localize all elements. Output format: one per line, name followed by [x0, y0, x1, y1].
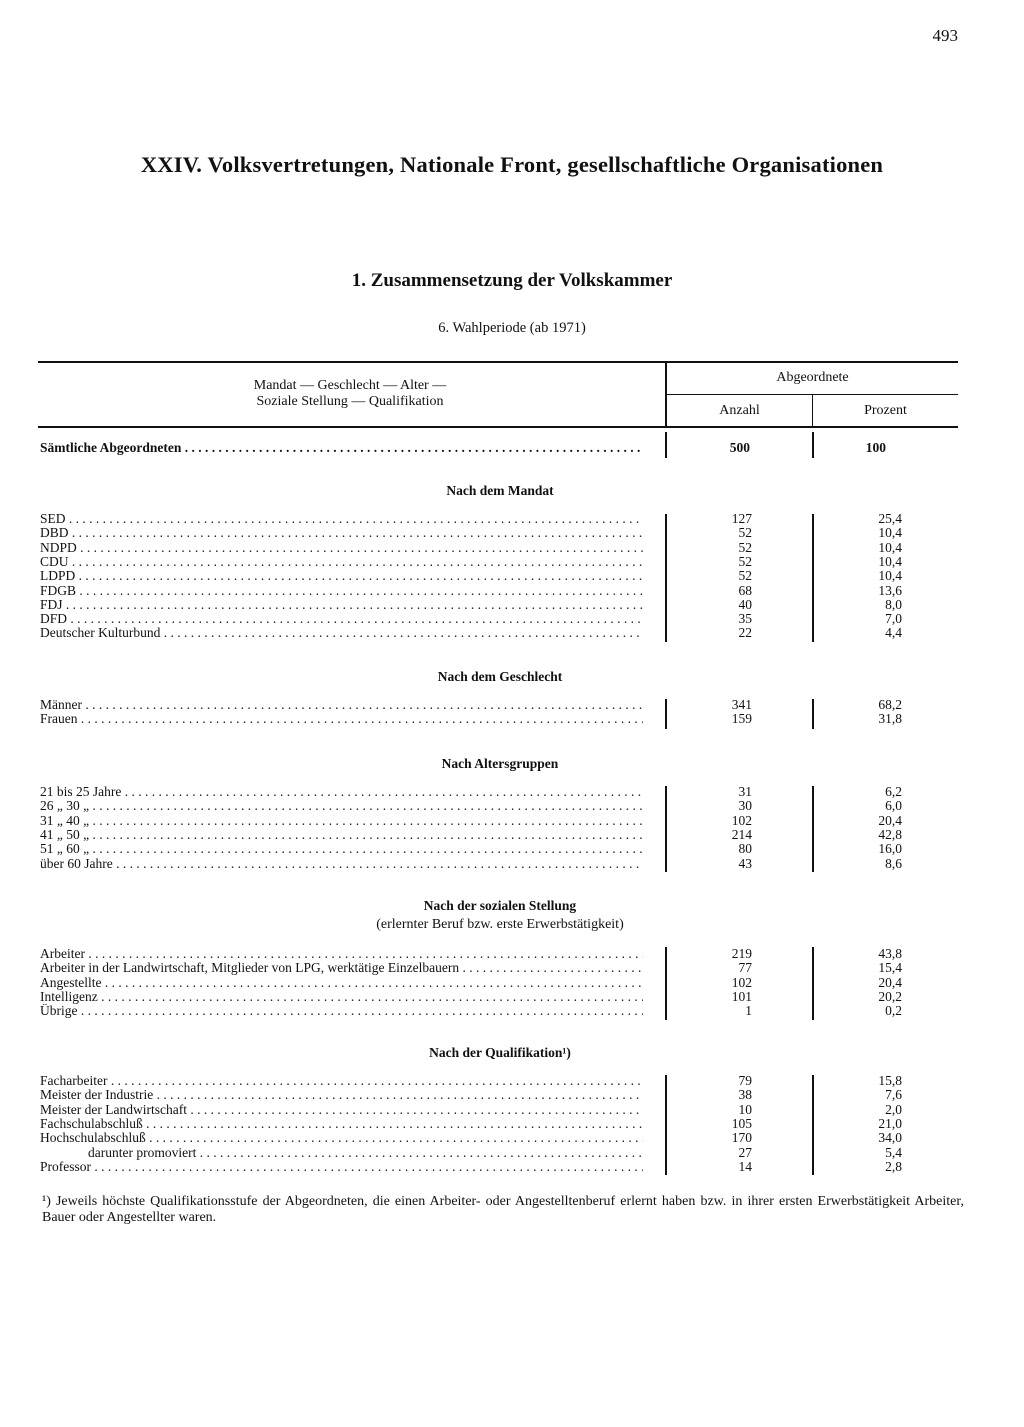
row-anzahl: 52	[738, 553, 752, 569]
row-prozent: 5,4	[885, 1144, 902, 1160]
row-label: NDPD . . .	[40, 541, 643, 555]
group-title-qualifikation: Nach der Qualifikation¹)	[429, 1045, 571, 1060]
table-row	[0, 626, 1024, 640]
table-row	[0, 541, 1024, 555]
col-header-anzahl: Anzahl	[719, 403, 760, 418]
row-label: 41 „ 50 „ . . .	[40, 828, 643, 842]
row-label: DFD . . .	[40, 612, 643, 626]
table-row	[0, 1103, 1024, 1117]
row-prozent: 6,2	[885, 784, 902, 799]
table-row	[0, 555, 1024, 569]
group-title-altersgruppen: Nach Altersgruppen	[441, 756, 559, 771]
row-label: 51 „ 60 „ . . .	[40, 842, 643, 856]
row-anzahl: 30	[738, 798, 752, 814]
row-prozent: 20,4	[878, 812, 902, 828]
row-prozent: 20,2	[878, 988, 902, 1004]
row-label: SED . . .	[40, 512, 643, 526]
row-prozent: 20,4	[878, 974, 902, 990]
row-anzahl: 40	[738, 596, 752, 612]
stub-header-line-2: Soziale Stellung — Qualifikation	[256, 394, 444, 409]
table-row	[0, 799, 1024, 813]
row-label: DBD . . .	[40, 526, 643, 540]
row-prozent: 31,8	[878, 711, 902, 727]
footnote: ¹) Jeweils höchste Qualifikationsstufe der Abgeordneten, die einen Arbeiter- oder Angestelltenberuf erlernt haben bzw. in ihrer ersten Erwerbstätigkeit Arbeiter, Bauer oder Angestellter waren.	[42, 1194, 964, 1225]
row-label: Übrige . . .	[40, 1004, 643, 1018]
row-label: Männer . . .	[40, 698, 643, 712]
row-label: über 60 Jahre . . .	[40, 857, 643, 871]
row-prozent: 0,2	[885, 1003, 902, 1019]
row-label: 26 „ 30 „ . . .	[40, 799, 643, 813]
group-subtitle-soziale-stellung: (erlernter Beruf bzw. erste Erwerbstätigkeit)	[376, 917, 624, 932]
row-anzahl: 10	[738, 1101, 752, 1117]
row-label: Meister der Landwirtschaft . . .	[40, 1103, 643, 1117]
table-top-rule	[38, 361, 958, 363]
row-prozent: 15,4	[878, 960, 902, 976]
row-label: FDGB . . .	[40, 584, 643, 598]
row-prozent: 34,0	[878, 1130, 902, 1146]
row-prozent: 21,0	[878, 1115, 902, 1131]
row-label: Deutscher Kulturbund . . .	[40, 626, 643, 640]
row-anzahl: 219	[731, 946, 752, 961]
chapter-title: XXIV. Volksvertretungen, Nationale Front, gesellschaftliche Organisationen	[140, 152, 884, 177]
row-anzahl: 1	[745, 1003, 752, 1019]
row-anzahl: 52	[738, 525, 752, 541]
table-row	[0, 842, 1024, 856]
table-row	[0, 961, 1024, 975]
row-anzahl: 43	[738, 855, 752, 871]
row-anzahl: 79	[738, 1073, 752, 1088]
row-label: Meister der Industrie . . .	[40, 1088, 643, 1102]
row-label: Frauen . . .	[40, 712, 643, 726]
row-label: Arbeiter in der Landwirtschaft, Mitglieder von LPG, werktätige Einzelbauern . . .	[40, 961, 643, 975]
row-anzahl: 105	[731, 1115, 752, 1131]
row-anzahl: 80	[738, 841, 752, 857]
table-row	[0, 1074, 1024, 1088]
row-label: CDU . . .	[40, 555, 643, 569]
row-label: Angestellte . . .	[40, 976, 643, 990]
row-anzahl: 101	[731, 988, 752, 1004]
table-row	[0, 976, 1024, 990]
table-row	[0, 712, 1024, 726]
row-anzahl: 27	[738, 1144, 752, 1160]
col-header-prozent: Prozent	[864, 403, 907, 418]
row-prozent: 43,8	[878, 946, 902, 961]
row-prozent: 15,8	[878, 1073, 902, 1088]
stub-header-line-1: Mandat — Geschlecht — Alter —	[253, 378, 447, 393]
row-anzahl: 52	[738, 568, 752, 584]
table-row	[0, 612, 1024, 626]
row-prozent: 10,4	[878, 553, 902, 569]
table-row	[0, 598, 1024, 612]
row-label: 31 „ 40 „ . . .	[40, 814, 643, 828]
row-prozent: 100	[865, 440, 886, 455]
row-anzahl: 102	[731, 812, 752, 828]
row-label: Sämtliche Abgeordneten . . .	[40, 441, 643, 455]
row-prozent: 16,0	[878, 841, 902, 857]
table-row	[0, 947, 1024, 961]
row-label: Fachschulabschluß . . .	[40, 1117, 643, 1131]
group-title-soziale-stellung: Nach der sozialen Stellung	[423, 898, 577, 913]
group-header: Abgeordnete	[776, 370, 849, 385]
row-prozent: 10,4	[878, 525, 902, 541]
row-label: Arbeiter . . .	[40, 947, 643, 961]
table-row	[0, 990, 1024, 1004]
table-row	[0, 526, 1024, 540]
table-row	[0, 1117, 1024, 1131]
row-anzahl: 214	[731, 826, 752, 842]
row-prozent: 4,4	[885, 625, 902, 641]
row-prozent: 68,2	[878, 697, 902, 712]
row-prozent: 8,0	[885, 596, 902, 612]
election-period: 6. Wahlperiode (ab 1971)	[438, 320, 586, 336]
stub-header	[180, 378, 520, 410]
section-title: 1. Zusammensetzung der Volkskammer	[351, 270, 673, 291]
row-prozent: 7,6	[885, 1087, 902, 1103]
row-anzahl: 102	[731, 974, 752, 990]
row-anzahl: 159	[731, 711, 752, 727]
row-anzahl: 35	[738, 611, 752, 627]
row-prozent: 7,0	[885, 611, 902, 627]
table-row	[0, 1004, 1024, 1018]
row-anzahl: 31	[738, 784, 752, 799]
row-prozent: 6,0	[885, 798, 902, 814]
row-anzahl: 68	[738, 582, 752, 598]
group-title-mandat: Nach dem Mandat	[446, 483, 554, 498]
row-prozent: 2,0	[885, 1101, 902, 1117]
row-label: 21 bis 25 Jahre . . .	[40, 785, 643, 799]
table-row	[0, 512, 1024, 526]
row-anzahl: 500	[729, 440, 750, 455]
row-prozent: 2,8	[885, 1158, 902, 1174]
row-anzahl: 38	[738, 1087, 752, 1103]
row-prozent: 25,4	[878, 511, 902, 526]
table-row	[0, 814, 1024, 828]
table-row	[0, 1160, 1024, 1174]
row-label: Hochschulabschluß . . .	[40, 1131, 643, 1145]
row-label: Intelligenz . . .	[40, 990, 643, 1004]
row-prozent: 13,6	[878, 582, 902, 598]
row-anzahl: 341	[731, 697, 752, 712]
row-anzahl: 14	[738, 1158, 752, 1174]
table-row	[0, 857, 1024, 871]
page-number: 493	[932, 26, 958, 45]
table-row	[0, 785, 1024, 799]
row-anzahl: 22	[738, 625, 752, 641]
row-prozent: 10,4	[878, 568, 902, 584]
row-anzahl: 52	[738, 539, 752, 555]
table-row	[0, 569, 1024, 583]
total-row	[0, 441, 1024, 455]
header-bottom-rule	[38, 426, 958, 428]
table-row	[0, 1088, 1024, 1102]
table-row	[0, 1131, 1024, 1145]
table-row	[0, 828, 1024, 842]
group-title-geschlecht: Nach dem Geschlecht	[437, 669, 563, 684]
row-label: FDJ . . .	[40, 598, 643, 612]
row-prozent: 10,4	[878, 539, 902, 555]
table-row	[0, 584, 1024, 598]
row-label: Professor . . .	[40, 1160, 643, 1174]
row-anzahl: 77	[738, 960, 752, 976]
table-row	[0, 1146, 1024, 1160]
row-label: LDPD . . .	[40, 569, 643, 583]
table-row	[0, 698, 1024, 712]
row-anzahl: 170	[731, 1130, 752, 1146]
row-prozent: 8,6	[885, 855, 902, 871]
row-anzahl: 127	[731, 511, 752, 526]
row-label: Facharbeiter . . .	[40, 1074, 643, 1088]
row-label: darunter promoviert . . .	[88, 1146, 643, 1160]
row-prozent: 42,8	[878, 826, 902, 842]
